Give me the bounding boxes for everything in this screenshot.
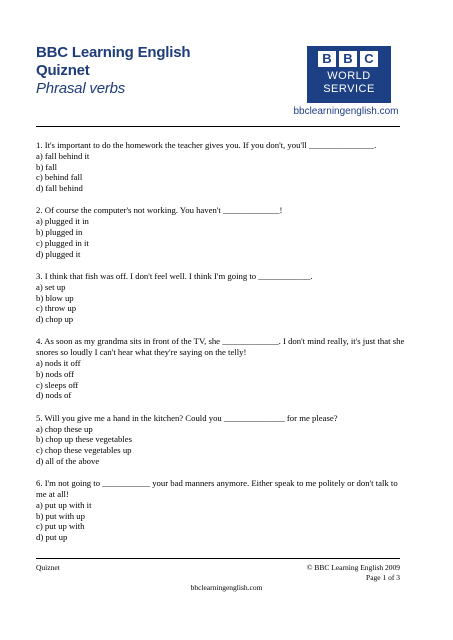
question-2 [36, 205, 408, 259]
logo-world: WORLD [327, 70, 371, 82]
answer-option: b) plugged in [36, 227, 83, 238]
header-subtitle: Quiznet [36, 62, 90, 79]
bbc-block-c: C [360, 51, 378, 67]
answer-option: a) nods it off [36, 358, 81, 369]
answer-option: d) nods of [36, 390, 72, 401]
bbc-world-service-logo [291, 46, 401, 121]
question-stem: 5. Will you give me a hand in the kitchen? Could you ______________ for me please? [36, 412, 338, 423]
answer-option: c) chop these vegetables up [36, 445, 132, 456]
answer-option: a) set up [36, 281, 66, 292]
footer-url: bbclearningenglish.com [190, 583, 263, 592]
footer-left: Quiznet [36, 563, 60, 572]
answer-option: b) nods off [36, 368, 74, 379]
logo-service: SERVICE [323, 83, 375, 95]
question-1 [36, 140, 408, 194]
bbc-block-b1: B [318, 51, 336, 67]
header-topic: Phrasal verbs [36, 80, 126, 97]
answer-option: a) plugged it in [36, 216, 89, 227]
header-divider [36, 126, 400, 127]
question-stem: 3. I think that fish was off. I don't feel well. I think I'm going to ____________. [36, 270, 313, 281]
answer-option: d) all of the above [36, 455, 100, 466]
answer-option: c) plugged in it [36, 237, 89, 248]
answer-option: d) chop up [36, 314, 74, 325]
answer-option: a) chop these up [36, 423, 93, 434]
answer-option: c) put up with [36, 521, 85, 532]
answer-option: a) fall behind it [36, 150, 90, 161]
answer-option: b) fall [36, 161, 57, 172]
question-3 [36, 271, 408, 325]
question-stem: 6. I'm not going to ___________ your bad manners anymore. Either speak to me politely or don't talk to me at all! [36, 478, 398, 500]
answer-option: b) chop up these vegetables [36, 434, 133, 445]
header-title: BBC Learning English [36, 44, 191, 61]
answer-option: a) put up with it [36, 499, 92, 510]
question-6 [36, 478, 408, 543]
footer-copyright: © BBC Learning English 2009 [306, 563, 400, 572]
footer-page-number: Page 1 of 3 [366, 573, 400, 582]
bbc-block-b2: B [339, 51, 357, 67]
answer-option: c) throw up [36, 303, 77, 314]
quiz-content [36, 140, 408, 555]
footer-divider [36, 558, 400, 559]
question-stem: 1. It's important to do the homework the teacher gives you. If you don't, you'll _______________. [36, 140, 377, 150]
question-4 [36, 336, 408, 401]
document-header [36, 44, 190, 98]
question-stem: 2. Of course the computer's not working. You haven't _____________! [36, 205, 283, 216]
answer-option: d) plugged it [36, 248, 81, 259]
answer-option: d) put up [36, 532, 68, 543]
question-stem: 4. As soon as my grandma sits in front of the TV, she _____________. I don't mind really, it's just that she snores so loudly I can't hear what they're saying on the telly! [36, 336, 405, 358]
question-5 [36, 413, 408, 467]
answer-option: c) behind fall [36, 172, 83, 183]
answer-option: b) put with up [36, 510, 85, 521]
answer-option: c) sleeps off [36, 379, 79, 390]
answer-option: d) fall behind [36, 183, 83, 194]
logo-box [307, 46, 391, 103]
answer-option: b) blow up [36, 292, 74, 303]
bbc-blocks [318, 51, 378, 67]
logo-url: bbclearningenglish.com [293, 106, 399, 117]
